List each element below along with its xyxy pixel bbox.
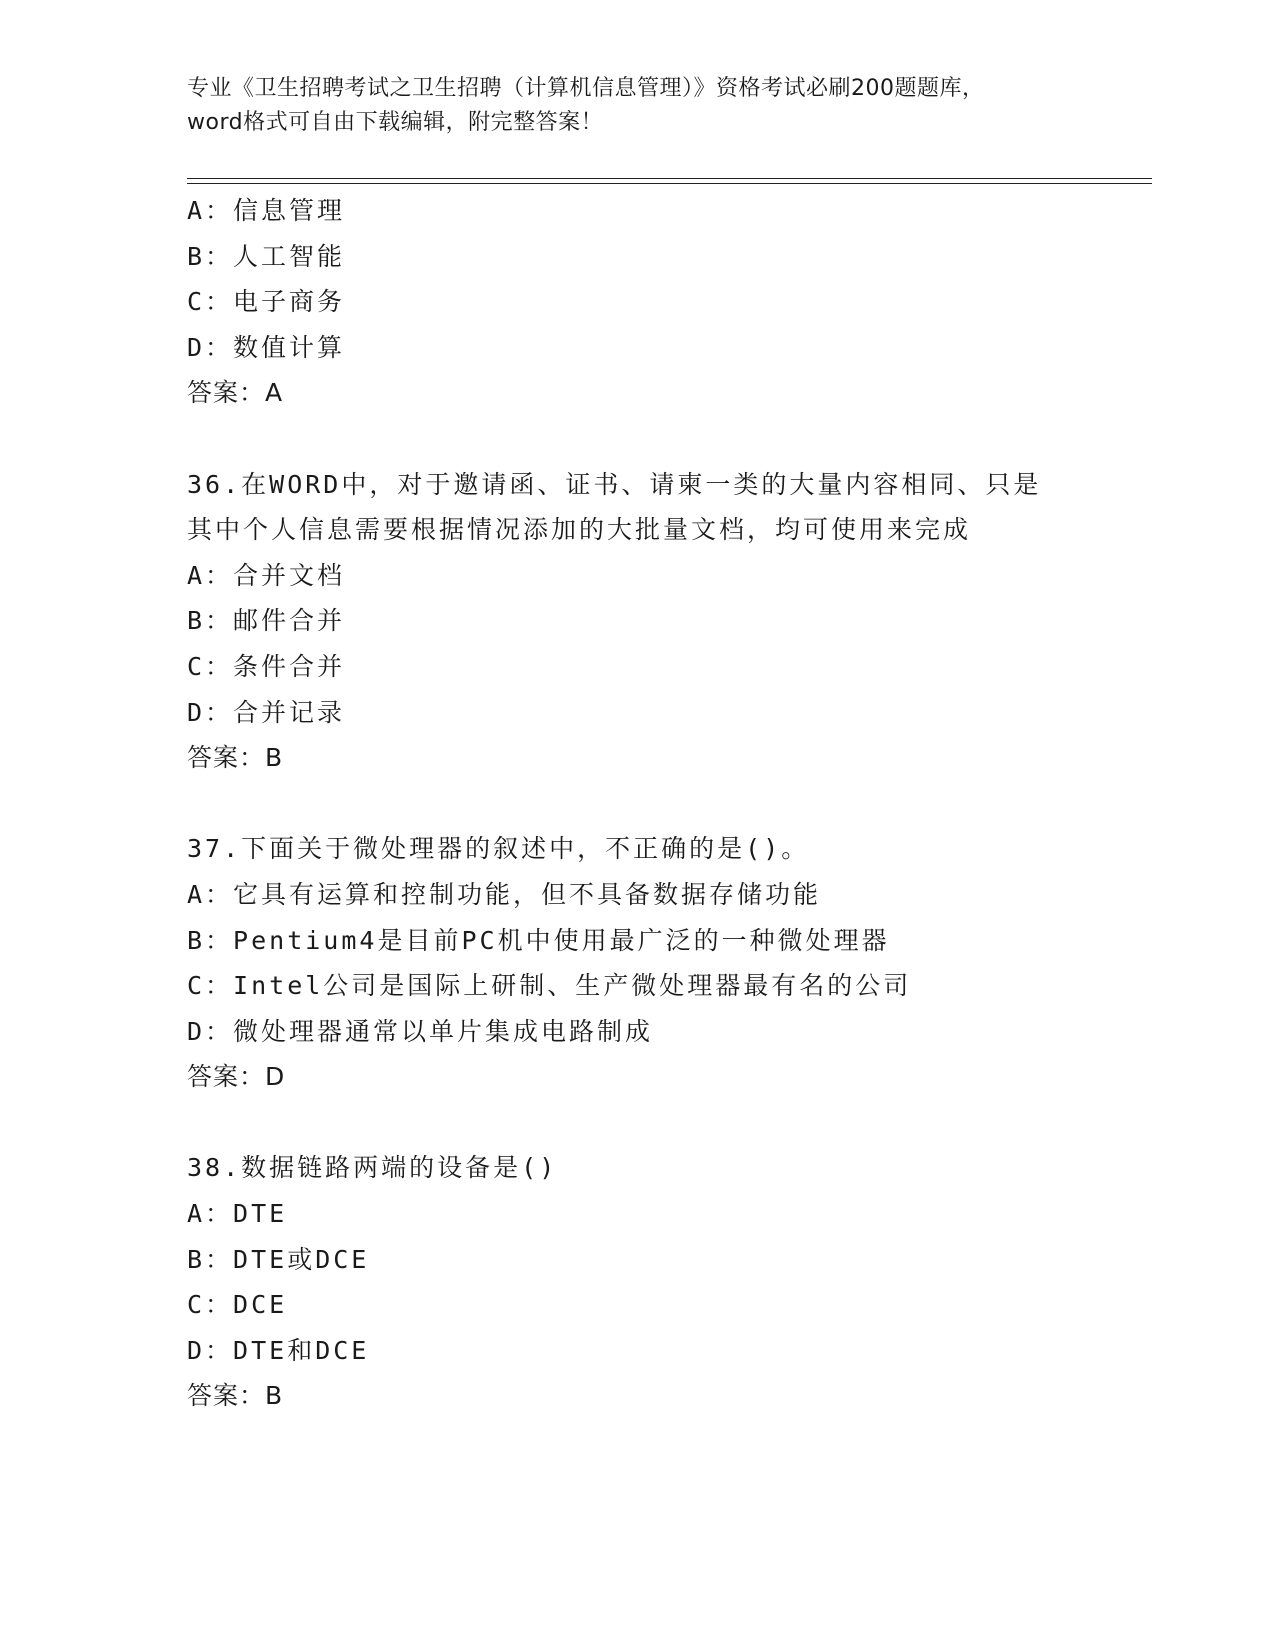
option-c: C：DCE bbox=[187, 1290, 288, 1320]
answer-line: 答案：D bbox=[187, 1062, 286, 1092]
block-spacer bbox=[187, 781, 1147, 827]
header-line-1: 专业《卫生招聘考试之卫生招聘（计算机信息管理）》资格考试必刷200题题库， bbox=[187, 76, 985, 101]
option-a: A：信息管理 bbox=[187, 196, 346, 225]
option-c: C：电子商务 bbox=[187, 287, 346, 317]
answer-line: 答案：B bbox=[187, 1381, 284, 1411]
question-text-continued: 其中个人信息需要根据情况添加的大批量文档，均可使用来完成 bbox=[187, 515, 972, 545]
option-d: D：DTE和DCE bbox=[187, 1335, 370, 1365]
block-spacer bbox=[187, 1100, 1147, 1146]
option-a: A：DTE bbox=[187, 1199, 288, 1229]
header-divider-top bbox=[187, 178, 1152, 179]
header-line-2: word格式可自由下载编辑，附完整答案！ bbox=[187, 110, 604, 135]
question-text: 38.数据链路两端的设备是() bbox=[187, 1153, 558, 1183]
question-block bbox=[187, 188, 1147, 416]
question-list bbox=[187, 188, 1147, 1419]
answer-line: 答案：B bbox=[187, 743, 284, 773]
option-b: B：Pentium4是目前PC机中使用最广泛的一种微处理器 bbox=[187, 925, 890, 955]
question-block bbox=[187, 462, 1147, 781]
option-d: D：合并记录 bbox=[187, 697, 346, 727]
option-b: B：DTE或DCE bbox=[187, 1244, 370, 1274]
question-text: 37.下面关于微处理器的叙述中，不正确的是()。 bbox=[187, 834, 810, 864]
option-d: D：微处理器通常以单片集成电路制成 bbox=[187, 1016, 654, 1046]
option-c: C：Intel公司是国际上研制、生产微处理器最有名的公司 bbox=[187, 971, 912, 1001]
block-spacer bbox=[187, 416, 1147, 462]
question-block bbox=[187, 826, 1147, 1100]
option-b: B：人工智能 bbox=[187, 241, 346, 271]
question-text: 36.在WORD中，对于邀请函、证书、请柬一类的大量内容相同、只是 bbox=[187, 469, 1042, 499]
document-header bbox=[187, 72, 1087, 140]
question-block bbox=[187, 1145, 1147, 1419]
option-c: C：条件合并 bbox=[187, 651, 346, 681]
option-a: A：合并文档 bbox=[187, 560, 346, 590]
option-d: D：数值计算 bbox=[187, 332, 346, 362]
answer-line: 答案：A bbox=[187, 378, 284, 408]
header-divider-bottom bbox=[187, 183, 1152, 184]
option-b: B：邮件合并 bbox=[187, 606, 346, 636]
option-a: A：它具有运算和控制功能，但不具备数据存储功能 bbox=[187, 879, 822, 909]
